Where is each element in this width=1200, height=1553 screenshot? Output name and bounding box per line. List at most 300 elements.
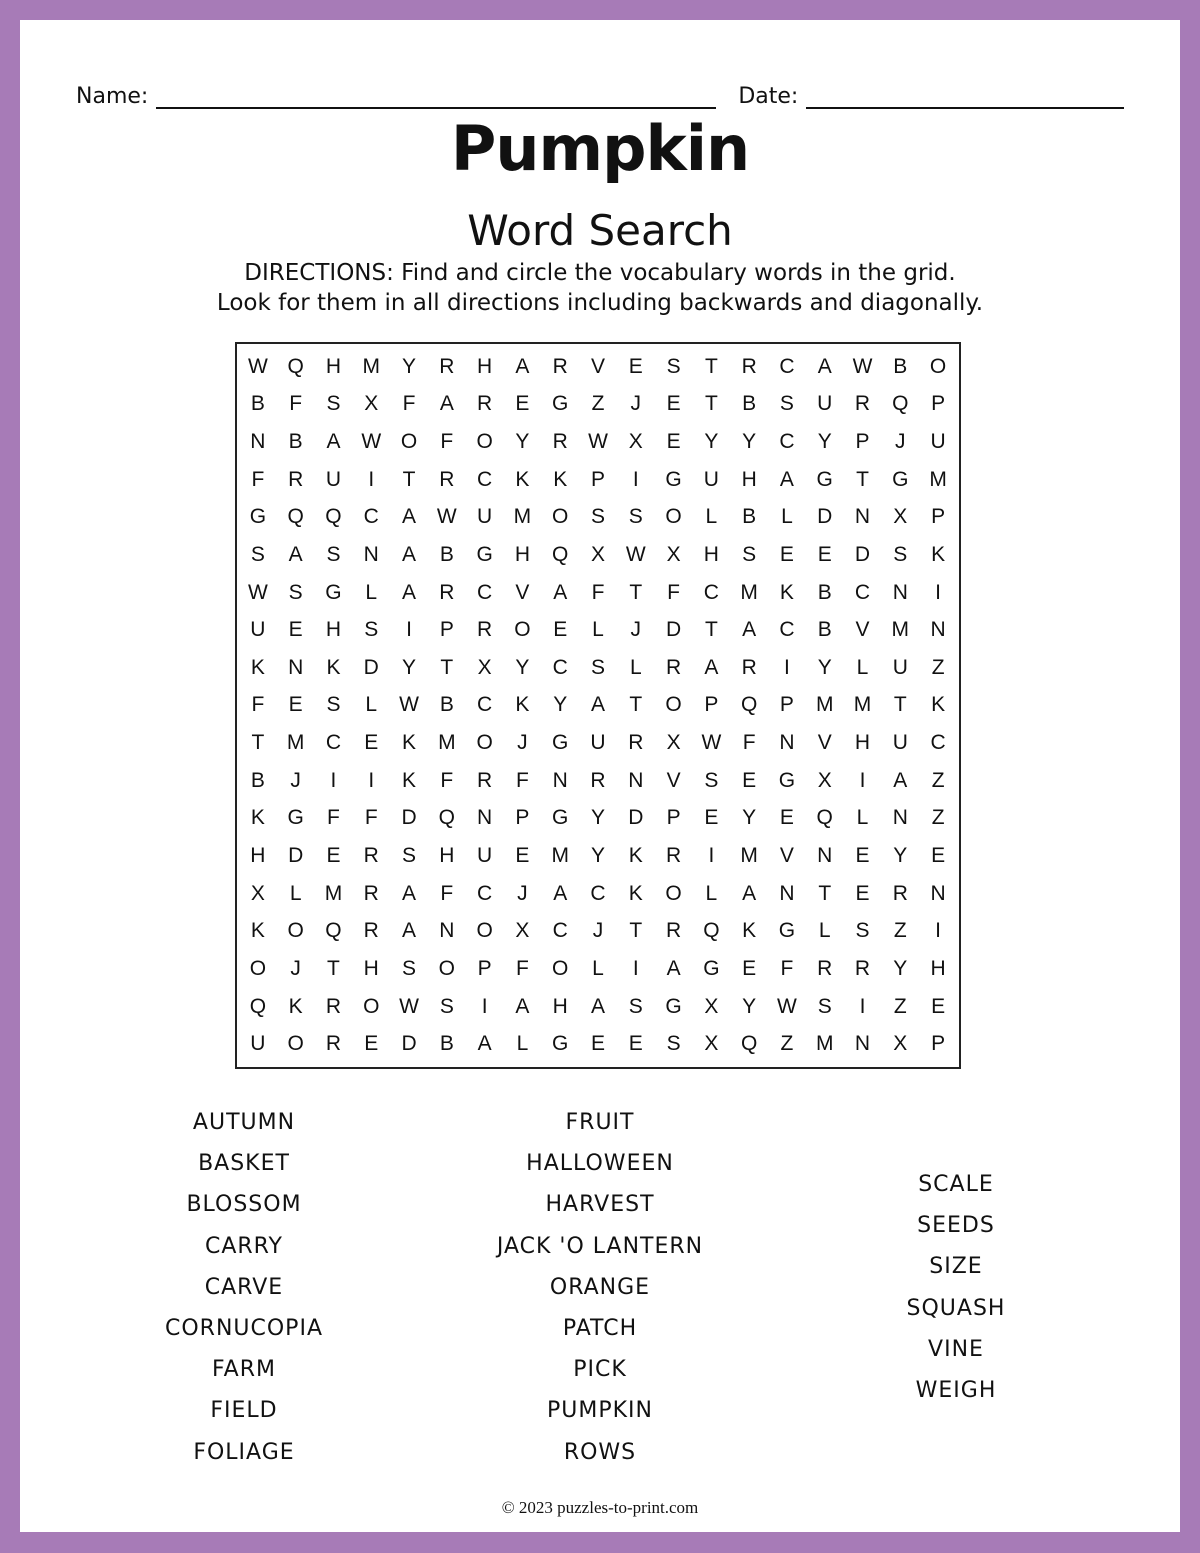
grid-cell[interactable]: M [324,881,343,905]
grid-cell[interactable]: X [515,919,530,943]
grid-cell[interactable]: U [477,844,493,868]
grid-cell[interactable]: I [708,844,715,868]
grid-cell[interactable]: F [440,881,454,905]
grid-cell[interactable]: Q [287,354,304,378]
grid-cell[interactable]: U [477,505,493,529]
grid-cell[interactable]: T [629,919,643,943]
grid-cell[interactable]: T [704,354,718,378]
grid-cell[interactable]: E [704,806,719,830]
grid-cell[interactable]: U [892,655,908,679]
grid-cell[interactable]: A [402,505,417,529]
grid-cell[interactable]: I [368,467,375,491]
grid-cell[interactable]: N [854,505,871,529]
letter-grid[interactable] [235,342,961,1069]
grid-cell[interactable]: E [931,994,946,1018]
grid-cell[interactable]: R [477,392,493,416]
grid-cell[interactable]: A [402,881,417,905]
grid-cell[interactable]: F [780,956,794,980]
grid-cell[interactable]: G [249,505,267,529]
grid-cell[interactable]: R [854,956,871,980]
grid-cell[interactable]: M [891,618,910,642]
grid-cell[interactable]: C [779,618,795,642]
name-field[interactable] [156,85,716,109]
grid-cell[interactable]: F [251,693,265,717]
grid-cell[interactable]: U [325,467,342,491]
grid-cell[interactable]: E [364,731,379,755]
grid-cell[interactable]: J [895,430,906,454]
grid-cell[interactable]: U [817,392,833,416]
grid-cell[interactable]: E [628,354,643,378]
grid-cell[interactable]: O [438,956,455,980]
grid-cell[interactable]: X [364,392,379,416]
grid-cell[interactable]: C [854,580,871,604]
grid-cell[interactable]: R [325,1032,342,1056]
grid-cell[interactable]: L [705,505,718,529]
grid-cell[interactable]: J [630,392,642,416]
grid-cell[interactable]: S [326,392,341,416]
grid-cell[interactable]: K [779,580,794,604]
grid-cell[interactable]: R [665,655,682,679]
grid-cell[interactable]: K [553,467,568,491]
grid-cell[interactable]: V [590,354,605,378]
grid-cell[interactable]: D [628,806,644,830]
grid-cell[interactable]: W [701,731,722,755]
grid-cell[interactable]: A [666,956,681,980]
grid-cell[interactable]: S [590,505,605,529]
grid-cell[interactable]: X [590,542,605,566]
grid-cell[interactable]: L [781,505,793,529]
grid-cell[interactable]: A [326,430,341,454]
grid-cell[interactable]: M [362,354,380,378]
grid-cell[interactable]: Y [742,806,757,830]
grid-cell[interactable]: R [363,919,379,943]
grid-cell[interactable]: B [817,618,832,642]
grid-cell[interactable]: U [703,467,719,491]
grid-cell[interactable]: S [817,994,832,1018]
grid-cell[interactable]: M [815,1032,834,1056]
grid-cell[interactable]: G [778,768,796,792]
grid-cell[interactable]: A [402,580,417,604]
grid-cell[interactable]: S [439,994,454,1018]
grid-cell[interactable]: S [704,768,719,792]
grid-cell[interactable]: Y [817,655,832,679]
grid-cell[interactable]: U [892,731,908,755]
grid-cell[interactable]: G [892,467,909,491]
grid-cell[interactable]: H [363,956,379,980]
grid-cell[interactable]: S [628,994,643,1018]
grid-cell[interactable]: G [325,580,342,604]
grid-cell[interactable]: N [477,806,493,830]
grid-cell[interactable]: T [402,467,416,491]
grid-cell[interactable]: B [742,505,757,529]
grid-cell[interactable]: A [893,768,908,792]
grid-cell[interactable]: N [854,1032,871,1056]
grid-cell[interactable]: T [251,731,265,755]
grid-cell[interactable]: A [742,881,757,905]
grid-cell[interactable]: A [402,919,417,943]
grid-cell[interactable]: C [779,354,795,378]
grid-cell[interactable]: K [402,768,417,792]
grid-cell[interactable]: F [742,731,756,755]
grid-cell[interactable]: B [288,430,303,454]
grid-cell[interactable]: T [818,881,832,905]
grid-cell[interactable]: N [817,844,833,868]
grid-cell[interactable]: Q [249,994,267,1018]
grid-cell[interactable]: O [400,430,418,454]
grid-cell[interactable]: T [327,956,340,980]
grid-cell[interactable]: R [288,467,304,491]
grid-cell[interactable]: C [590,881,606,905]
grid-cell[interactable]: A [779,467,794,491]
grid-cell[interactable]: D [401,1032,417,1056]
grid-cell[interactable]: E [779,806,794,830]
grid-cell[interactable]: S [628,505,643,529]
grid-cell[interactable]: S [288,580,303,604]
grid-cell[interactable]: U [590,731,606,755]
grid-cell[interactable]: O [665,693,682,717]
grid-cell[interactable]: J [517,731,528,755]
grid-cell[interactable]: P [439,618,454,642]
grid-cell[interactable]: G [552,806,569,830]
grid-cell[interactable]: T [629,580,643,604]
grid-cell[interactable]: R [439,580,455,604]
grid-cell[interactable]: R [741,354,757,378]
grid-cell[interactable]: M [740,844,758,868]
grid-cell[interactable]: Y [893,844,908,868]
grid-cell[interactable]: Y [515,430,530,454]
grid-cell[interactable]: F [516,768,529,792]
grid-cell[interactable]: R [552,354,568,378]
grid-cell[interactable]: F [402,392,416,416]
grid-cell[interactable]: B [742,392,757,416]
grid-cell[interactable]: P [477,956,492,980]
grid-cell[interactable]: U [250,1032,266,1056]
grid-cell[interactable]: E [742,768,757,792]
grid-cell[interactable]: O [929,354,947,378]
grid-cell[interactable]: G [778,919,796,943]
grid-cell[interactable]: Y [402,655,417,679]
grid-cell[interactable]: Y [817,430,832,454]
grid-cell[interactable]: O [552,956,569,980]
grid-cell[interactable]: Y [402,354,417,378]
grid-cell[interactable]: I [632,956,639,980]
grid-cell[interactable]: G [476,542,493,566]
grid-cell[interactable]: M [513,505,532,529]
grid-cell[interactable]: O [476,731,493,755]
grid-cell[interactable]: R [854,392,871,416]
grid-cell[interactable]: A [439,392,454,416]
grid-cell[interactable]: Q [703,919,720,943]
grid-cell[interactable]: A [515,354,530,378]
grid-cell[interactable]: J [592,919,604,943]
grid-cell[interactable]: D [665,618,682,642]
grid-cell[interactable]: A [742,618,757,642]
grid-cell[interactable]: C [552,655,568,679]
grid-cell[interactable]: Y [515,655,530,679]
grid-cell[interactable]: A [553,881,568,905]
grid-cell[interactable]: Q [552,542,569,566]
grid-cell[interactable]: L [629,655,642,679]
grid-cell[interactable]: G [552,731,569,755]
grid-cell[interactable]: M [286,731,305,755]
grid-cell[interactable]: N [250,430,266,454]
grid-cell[interactable]: O [476,919,493,943]
grid-cell[interactable]: A [553,580,568,604]
grid-cell[interactable]: P [931,1032,946,1056]
grid-cell[interactable]: W [399,994,419,1018]
grid-cell[interactable]: S [250,542,265,566]
grid-cell[interactable]: F [440,768,454,792]
grid-cell[interactable]: O [287,919,304,943]
grid-cell[interactable]: B [250,768,265,792]
grid-cell[interactable]: O [665,881,682,905]
grid-cell[interactable]: H [854,731,871,755]
grid-cell[interactable]: J [630,618,642,642]
grid-cell[interactable]: K [515,467,530,491]
grid-cell[interactable]: J [290,956,301,980]
grid-cell[interactable]: S [779,392,794,416]
grid-cell[interactable]: L [365,693,378,717]
grid-cell[interactable]: T [629,693,643,717]
grid-cell[interactable]: K [250,655,265,679]
grid-cell[interactable]: T [704,392,718,416]
grid-cell[interactable]: P [931,392,946,416]
grid-cell[interactable]: X [817,768,832,792]
grid-cell[interactable]: S [893,542,908,566]
grid-cell[interactable]: V [779,844,794,868]
grid-cell[interactable]: K [250,806,265,830]
grid-cell[interactable]: E [666,430,681,454]
grid-cell[interactable]: R [325,994,342,1018]
grid-cell[interactable]: Q [325,919,342,943]
grid-cell[interactable]: B [250,392,265,416]
grid-cell[interactable]: R [363,844,379,868]
grid-cell[interactable]: E [364,1032,379,1056]
grid-cell[interactable]: N [779,731,795,755]
grid-cell[interactable]: I [859,994,866,1018]
grid-cell[interactable]: K [628,844,643,868]
grid-cell[interactable]: C [477,693,493,717]
grid-cell[interactable]: U [250,618,266,642]
grid-cell[interactable]: N [779,881,795,905]
grid-cell[interactable]: L [856,806,869,830]
grid-cell[interactable]: H [325,354,342,378]
grid-cell[interactable]: O [476,430,493,454]
grid-cell[interactable]: I [935,580,942,604]
grid-cell[interactable]: M [853,693,872,717]
grid-cell[interactable]: Y [742,430,757,454]
grid-cell[interactable]: S [742,542,757,566]
grid-cell[interactable]: X [250,881,265,905]
grid-cell[interactable]: E [326,844,341,868]
grid-cell[interactable]: K [515,693,530,717]
grid-cell[interactable]: C [477,467,493,491]
grid-cell[interactable]: V [855,618,870,642]
grid-cell[interactable]: V [817,731,832,755]
grid-cell[interactable]: R [665,844,682,868]
grid-cell[interactable]: F [516,956,529,980]
grid-cell[interactable]: W [588,430,608,454]
grid-cell[interactable]: B [439,542,454,566]
grid-cell[interactable]: X [666,731,681,755]
grid-cell[interactable]: Z [893,919,907,943]
grid-cell[interactable]: Z [893,994,907,1018]
grid-cell[interactable]: K [628,881,643,905]
grid-cell[interactable]: R [363,881,379,905]
grid-cell[interactable]: C [552,919,568,943]
grid-cell[interactable]: G [665,467,682,491]
grid-cell[interactable]: R [477,768,493,792]
grid-cell[interactable]: E [515,844,530,868]
grid-cell[interactable]: D [401,806,417,830]
grid-cell[interactable]: R [741,655,757,679]
grid-cell[interactable]: Q [287,505,304,529]
grid-cell[interactable]: N [892,806,908,830]
grid-cell[interactable]: V [666,768,681,792]
grid-cell[interactable]: M [438,731,456,755]
grid-cell[interactable]: N [628,768,644,792]
grid-cell[interactable]: G [552,1032,569,1056]
grid-cell[interactable]: L [592,956,604,980]
grid-cell[interactable]: X [893,505,908,529]
grid-cell[interactable]: E [931,844,946,868]
grid-cell[interactable]: C [930,731,946,755]
grid-cell[interactable]: A [590,693,605,717]
grid-cell[interactable]: X [477,655,492,679]
grid-cell[interactable]: U [930,430,946,454]
grid-cell[interactable]: K [326,655,341,679]
grid-cell[interactable]: W [247,354,268,378]
grid-cell[interactable]: R [817,956,833,980]
grid-cell[interactable]: O [552,505,569,529]
grid-cell[interactable]: D [363,655,379,679]
grid-cell[interactable]: P [779,693,794,717]
grid-cell[interactable]: I [632,467,639,491]
grid-cell[interactable]: R [439,467,455,491]
grid-cell[interactable]: F [440,430,454,454]
grid-cell[interactable]: K [250,919,265,943]
grid-cell[interactable]: Z [931,806,945,830]
grid-cell[interactable]: X [704,1032,719,1056]
grid-cell[interactable]: T [856,467,869,491]
grid-cell[interactable]: T [893,693,907,717]
grid-cell[interactable]: E [628,1032,643,1056]
grid-cell[interactable]: S [590,655,605,679]
grid-cell[interactable]: I [368,768,375,792]
grid-cell[interactable]: C [363,505,379,529]
grid-cell[interactable]: O [665,505,682,529]
grid-cell[interactable]: S [402,956,417,980]
grid-cell[interactable]: R [552,430,568,454]
grid-cell[interactable]: X [893,1032,908,1056]
grid-cell[interactable]: V [515,580,530,604]
grid-cell[interactable]: H [439,844,455,868]
grid-cell[interactable]: N [930,618,946,642]
grid-cell[interactable]: A [402,542,417,566]
grid-cell[interactable]: I [481,994,488,1018]
grid-cell[interactable]: N [288,655,304,679]
grid-cell[interactable]: S [326,693,341,717]
grid-cell[interactable]: E [288,693,303,717]
grid-cell[interactable]: O [514,618,531,642]
grid-cell[interactable]: S [666,1032,681,1056]
grid-cell[interactable]: H [703,542,719,566]
grid-cell[interactable]: N [930,881,946,905]
grid-cell[interactable]: C [779,430,795,454]
grid-cell[interactable]: H [514,542,530,566]
grid-cell[interactable]: C [703,580,719,604]
grid-cell[interactable]: F [667,580,680,604]
grid-cell[interactable]: G [287,806,304,830]
grid-cell[interactable]: E [288,618,303,642]
grid-cell[interactable]: A [515,994,530,1018]
grid-cell[interactable]: W [625,542,646,566]
grid-cell[interactable]: L [705,881,718,905]
grid-cell[interactable]: L [289,881,302,905]
grid-cell[interactable]: X [666,542,681,566]
grid-cell[interactable]: F [364,806,378,830]
grid-cell[interactable]: D [854,542,871,566]
grid-cell[interactable]: S [855,919,870,943]
grid-cell[interactable]: Z [931,768,945,792]
grid-cell[interactable]: X [704,994,719,1018]
grid-cell[interactable]: S [666,354,681,378]
grid-cell[interactable]: J [290,768,301,792]
grid-cell[interactable]: L [856,655,869,679]
grid-cell[interactable]: C [325,731,342,755]
grid-cell[interactable]: L [818,919,831,943]
grid-cell[interactable]: D [288,844,304,868]
grid-cell[interactable]: M [815,693,834,717]
grid-cell[interactable]: Q [740,693,758,717]
grid-cell[interactable]: L [516,1032,529,1056]
grid-cell[interactable]: R [665,919,682,943]
grid-cell[interactable]: R [892,881,908,905]
grid-cell[interactable]: K [931,542,946,566]
grid-cell[interactable]: Q [740,1032,758,1056]
grid-cell[interactable]: G [665,994,682,1018]
grid-cell[interactable]: C [477,580,493,604]
grid-cell[interactable]: O [363,994,380,1018]
grid-cell[interactable]: B [893,354,908,378]
grid-cell[interactable]: E [855,881,870,905]
grid-cell[interactable]: Y [553,693,568,717]
grid-cell[interactable]: J [517,881,528,905]
grid-cell[interactable]: M [929,467,947,491]
grid-cell[interactable]: W [399,693,419,717]
grid-cell[interactable]: Q [892,392,909,416]
grid-cell[interactable]: E [590,1032,605,1056]
grid-cell[interactable]: K [931,693,946,717]
grid-cell[interactable]: P [666,806,681,830]
grid-cell[interactable]: R [628,731,644,755]
grid-cell[interactable]: Y [704,430,719,454]
grid-cell[interactable]: G [816,467,833,491]
grid-cell[interactable]: Z [931,655,945,679]
grid-cell[interactable]: Q [816,806,833,830]
grid-cell[interactable]: R [590,768,606,792]
grid-cell[interactable]: T [440,655,454,679]
grid-cell[interactable]: Y [590,806,605,830]
grid-cell[interactable]: H [477,354,493,378]
grid-cell[interactable]: O [287,1032,304,1056]
grid-cell[interactable]: C [477,881,493,905]
grid-cell[interactable]: H [930,956,946,980]
grid-cell[interactable]: B [439,1032,454,1056]
grid-cell[interactable]: R [477,618,493,642]
grid-cell[interactable]: S [326,542,341,566]
grid-cell[interactable]: A [817,354,832,378]
